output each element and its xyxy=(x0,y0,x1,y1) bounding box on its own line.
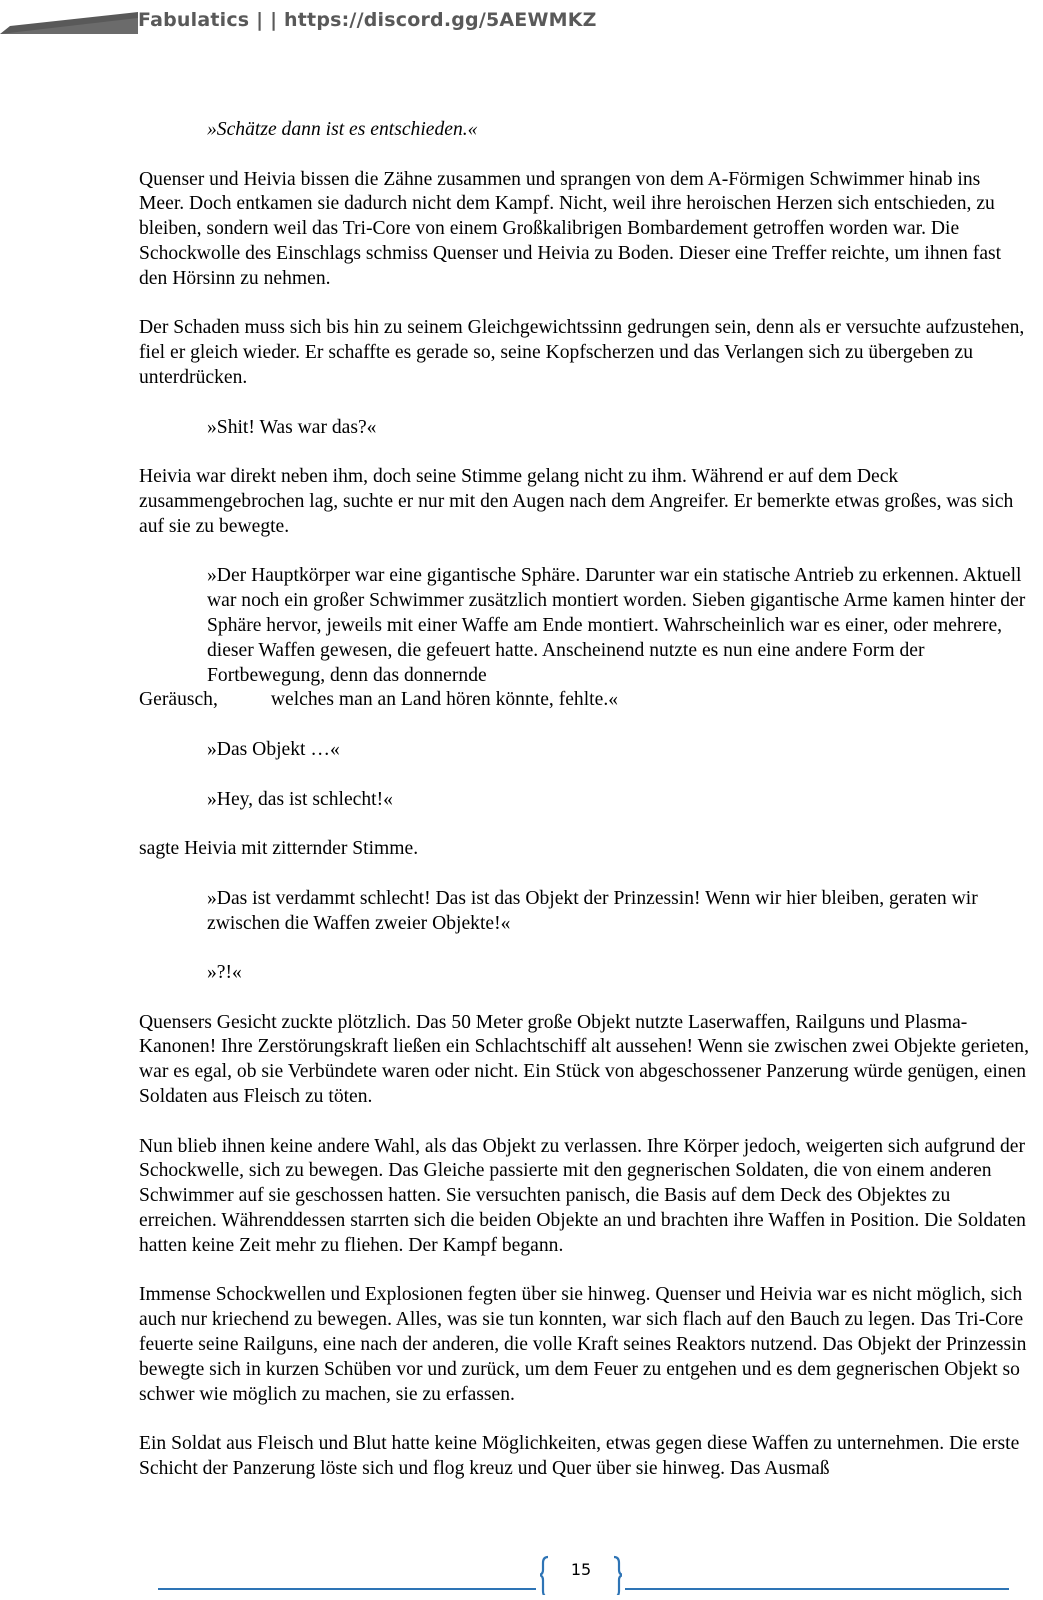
paragraph: Heivia war direkt neben ihm, doch seine Stimme gelang nicht zu ihm. Während er auf dem Deck zusammengebrochen lag, suchte er nur mit den Augen nach dem Angreifer. Er bemerkte etwas großes, was sich auf sie zu bewegte. xyxy=(139,466,1014,537)
page-number-box xyxy=(540,1555,622,1595)
footer-rule-right xyxy=(625,1588,1009,1590)
paragraph: Immense Schockwellen und Explosionen fegten über sie hinweg. Quenser und Heivia war es nicht möglich, sich auch nur kriechend zu bewegen. Alles, was sie tun konnten, war sich flach auf den Bauch zu legen. Das Tri-Core feuerte seine Railguns, eine nach der anderen, die volle Kraft seines Reaktors nutzend. Das Objekt der Prinzessin bewegte sich in kurzen Schüben vor und zurück, um dem Feuer zu entgehen und es dem gegnerischen Objekt so schwer wie möglich zu machen, sie zu erfassen. xyxy=(139,1284,1027,1405)
dialogue-text: »Der Hauptkörper war eine gigantische Sphäre. Darunter war ein statische Antrieb zu erkennen. Aktuell war noch ein großer Schwimmer zusätzlich montiert worden. Sieben gigantische Arme kamen hinter der Sphäre hervor, jeweils mit einer Waffe am Ende montiert. Wahrscheinlich war es einer, oder mehrere, dieser Waffen gewesen, die gefeuert hatte. Anscheinend nutzte es nun eine andere Form der Fortbewegung, denn das donnernde xyxy=(207,565,1026,686)
paragraph: Der Schaden muss sich bis hin zu seinem Gleichgewichtssinn gedrungen sein, denn als er versuchte aufzustehen, fiel er gleich wieder. Er schaffte es gerade so, seine Kopfscherzen und das Verlangen sich zu übergeben zu unterdrücken. xyxy=(139,317,1025,388)
dialogue-line: »Shit! Was war das?« xyxy=(207,416,377,438)
paragraph: sagte Heivia mit zitternder Stimme. xyxy=(139,838,419,860)
paragraph: Quenser und Heivia bissen die Zähne zusammen und sprangen von dem A-Förmigen Schwimmer hinab ins Meer. Doch entkamen sie dadurch nicht dem Kampf. Nicht, weil ihre heroischen Herzen sich entschieden, zu bleiben, sondern weil das Tri-Core von einem Großkalibrigen Bombardement getroffen worden war. Die Schockwolle des Einschlags schmiss Quenser und Heivia zu Boden. Dieser eine Treffer reichte, um ihnen fast den Hörsinn zu nehmen. xyxy=(139,168,1002,289)
page-number: 15 xyxy=(570,1560,592,1579)
page-footer xyxy=(0,1555,1043,1600)
dialogue-line: »Hey, das ist schlecht!« xyxy=(207,788,393,810)
document-body xyxy=(139,118,1029,1507)
dialogue-fragment: Geräusch, xyxy=(139,689,218,711)
header-bar xyxy=(0,8,138,34)
dialogue-fragment: welches man an Land hören könnte, fehlte.« xyxy=(270,689,619,711)
footer-rule-left xyxy=(158,1588,536,1590)
dialogue-line: »?!« xyxy=(207,962,242,984)
dialogue-line: »Das Objekt …« xyxy=(207,738,340,760)
dialogue-line: »Das ist verdammt schlecht! Das ist das Objekt der Prinzessin! Wenn wir hier bleiben, geraten wir zwischen die Waffen zweier Objekte!« xyxy=(207,887,978,934)
dialogue-line: »Schätze dann ist es entschieden.« xyxy=(207,119,478,140)
paragraph: Nun blieb ihnen keine andere Wahl, als das Objekt zu verlassen. Ihre Körper jedoch, weigerten sich aufgrund der Schockwelle, sich zu bewegen. Das Gleiche passierte mit den gegnerischen Soldaten, die von einem anderen Schwimmer auf sie geschossen hatten. Sie versuchten panisch, die Basis auf dem Deck des Objektes zu erreichen. Währenddessen starrten sich die beiden Objekte an und brachten ihre Waffen in Position. Die Soldaten hatten keine Zeit mehr zu fliehen. Der Kampf begann. xyxy=(139,1135,1026,1256)
paragraph: Quensers Gesicht zuckte plötzlich. Das 50 Meter große Objekt nutzte Laserwaffen, Railguns und Plasma-Kanonen! Ihre Zerstörungskraft ließen ein Schlachtschiff alt aussehen! Wenn sie zwischen zwei Objekte gerieten, war es egal, ob sie Verbündete waren oder nicht. Ein Stück von abgeschossener Panzerung würde genügen, einen Soldaten aus Fleisch zu töten. xyxy=(139,1011,1029,1108)
dialogue-block xyxy=(139,564,1029,713)
dialogue-last-line xyxy=(139,688,1029,713)
paragraph: Ein Soldat aus Fleisch und Blut hatte keine Möglichkeiten, etwas gegen diese Waffen zu unternehmen. Die erste Schicht der Panzerung löste sich und flog kreuz und Quer über sie hinweg. Das Ausmaß xyxy=(139,1433,1020,1480)
header-title: Fabulatics | | https://discord.gg/5AEWMKZ xyxy=(138,9,597,31)
